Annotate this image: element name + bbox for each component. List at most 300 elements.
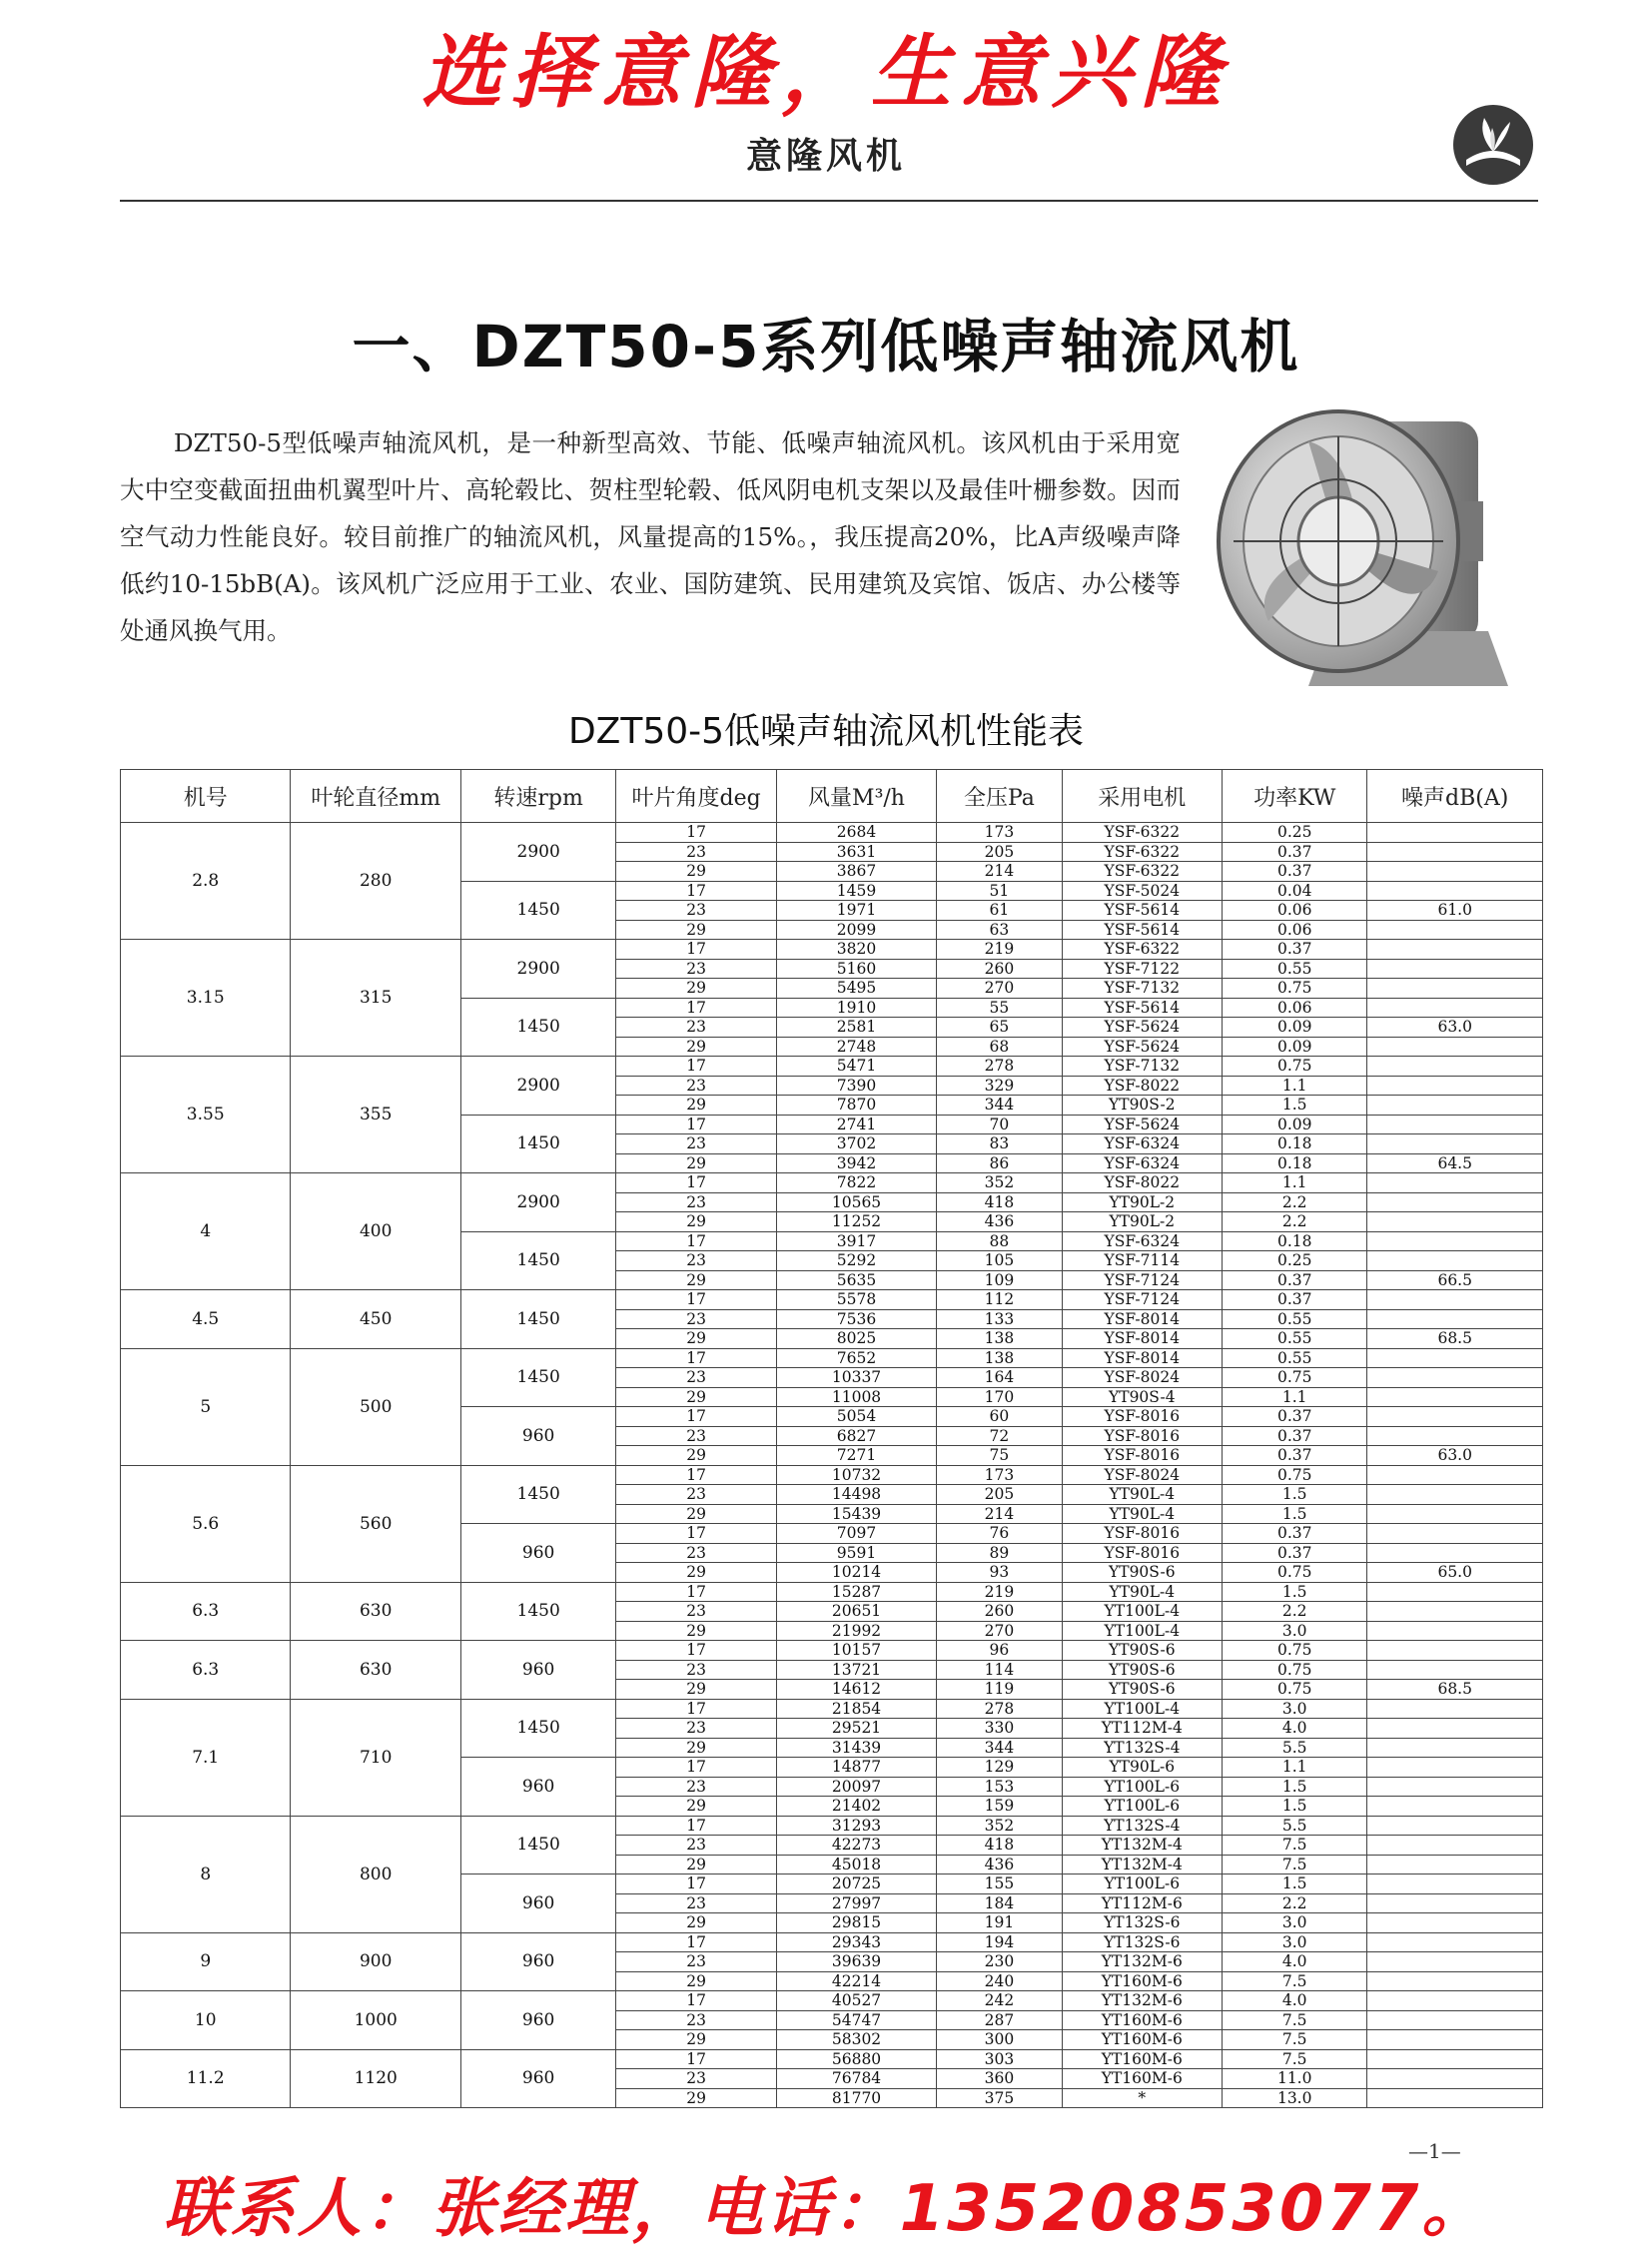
blade-angle-cell: 29 [616,1680,776,1700]
power-cell: 0.06 [1223,998,1367,1018]
power-cell: 3.0 [1223,1913,1367,1933]
power-cell: 0.06 [1223,901,1367,921]
total-pressure-cell: 153 [937,1777,1062,1797]
air-volume-cell: 5471 [776,1057,936,1077]
motor-cell: YSF-7132 [1062,1057,1222,1077]
motor-cell: YSF-6324 [1062,1134,1222,1154]
noise-cell [1367,1758,1543,1778]
total-pressure-cell: 63 [937,920,1062,940]
power-cell: 1.5 [1223,1485,1367,1505]
air-volume-cell: 21402 [776,1797,936,1817]
speed-cell: 960 [460,1524,615,1583]
air-volume-cell: 3820 [776,940,936,960]
power-cell: 7.5 [1223,2049,1367,2069]
power-cell: 13.0 [1223,2088,1367,2108]
total-pressure-cell: 242 [937,1991,1062,2011]
motor-cell: YSF-8016 [1062,1407,1222,1427]
air-volume-cell: 5578 [776,1290,936,1310]
total-pressure-cell: 155 [937,1874,1062,1894]
motor-cell: YT160M-6 [1062,2069,1222,2089]
blade-angle-cell: 23 [616,1952,776,1972]
blade-angle-cell: 29 [616,1037,776,1057]
blade-angle-cell: 23 [616,842,776,862]
air-volume-cell: 31439 [776,1738,936,1758]
column-header: 全压Pa [937,770,1062,823]
model-number-cell: 8 [121,1816,291,1932]
air-volume-cell: 5160 [776,959,936,979]
power-cell: 5.5 [1223,1738,1367,1758]
noise-cell [1367,1290,1543,1310]
motor-cell: YSF-6322 [1062,940,1222,960]
air-volume-cell: 2099 [776,920,936,940]
total-pressure-cell: 89 [937,1543,1062,1563]
power-cell: 4.0 [1223,1719,1367,1739]
motor-cell: YT90L-6 [1062,1758,1222,1778]
power-cell: 0.75 [1223,1680,1367,1700]
column-header: 叶轮直径mm [291,770,460,823]
total-pressure-cell: 119 [937,1680,1062,1700]
blade-angle-cell: 17 [616,1932,776,1952]
power-cell: 3.0 [1223,1932,1367,1952]
power-cell: 0.09 [1223,1115,1367,1134]
noise-cell [1367,1212,1543,1232]
noise-cell [1367,1368,1543,1388]
speed-cell: 2900 [460,1057,615,1116]
noise-cell [1367,1057,1543,1077]
total-pressure-cell: 112 [937,1290,1062,1310]
air-volume-cell: 14877 [776,1758,936,1778]
blade-angle-cell: 29 [616,1387,776,1407]
total-pressure-cell: 164 [937,1368,1062,1388]
noise-cell [1367,881,1543,901]
power-cell: 0.06 [1223,920,1367,940]
power-cell: 0.18 [1223,1153,1367,1173]
speed-cell: 2900 [460,823,615,882]
table-row [121,940,1543,960]
blade-angle-cell: 29 [616,2088,776,2108]
air-volume-cell: 15439 [776,1504,936,1524]
speed-cell: 960 [460,1407,615,1466]
power-cell: 0.75 [1223,979,1367,999]
air-volume-cell: 81770 [776,2088,936,2108]
table-row [121,823,1543,843]
air-volume-cell: 5635 [776,1270,936,1290]
blade-angle-cell: 23 [616,1134,776,1154]
noise-cell [1367,2010,1543,2030]
model-number-cell: 11.2 [121,2049,291,2108]
air-volume-cell: 5054 [776,1407,936,1427]
total-pressure-cell: 109 [937,1270,1062,1290]
blade-angle-cell: 29 [616,1971,776,1991]
noise-cell [1367,1816,1543,1836]
intro-paragraph: DZT50-5型低噪声轴流风机，是一种新型高效、节能、低噪声轴流风机。该风机由于采用宽大中空变截面扭曲机翼型叶片、高轮毂比、贺柱型轮毂、低风阴电机支架以及最佳叶栅参数。因而空气动力性能良好。较目前推广的轴流风机，风量提高的15%。，我压提高20%，比A声级噪声降低约10-15bB(A)。该风机广泛应用于工业、农业、国防建筑、民用建筑及宾馆、饭店、办公楼等处通风换气用。 [120,428,1181,645]
noise-cell: 64.5 [1367,1153,1543,1173]
total-pressure-cell: 219 [937,1582,1062,1602]
motor-cell: YT132M-6 [1062,1952,1222,1972]
blade-angle-cell: 29 [616,1621,776,1641]
air-volume-cell: 7390 [776,1076,936,1096]
motor-cell: YSF-5624 [1062,1018,1222,1038]
air-volume-cell: 3942 [776,1153,936,1173]
total-pressure-cell: 133 [937,1309,1062,1329]
total-pressure-cell: 214 [937,862,1062,882]
noise-cell [1367,1836,1543,1856]
total-pressure-cell: 418 [937,1192,1062,1212]
air-volume-cell: 3702 [776,1134,936,1154]
total-pressure-cell: 329 [937,1076,1062,1096]
contact-slogan: 联系人：张经理，电话：13520853077。 [163,2172,1489,2246]
power-cell: 0.75 [1223,1368,1367,1388]
air-volume-cell: 40527 [776,1991,936,2011]
blade-angle-cell: 17 [616,1524,776,1544]
blade-angle-cell: 17 [616,1348,776,1368]
total-pressure-cell: 418 [937,1836,1062,1856]
total-pressure-cell: 68 [937,1037,1062,1057]
noise-cell [1367,1932,1543,1952]
total-pressure-cell: 436 [937,1855,1062,1874]
noise-cell [1367,1134,1543,1154]
noise-cell: 66.5 [1367,1270,1543,1290]
total-pressure-cell: 214 [937,1504,1062,1524]
motor-cell: YSF-6322 [1062,862,1222,882]
blade-angle-cell: 29 [616,1329,776,1349]
noise-cell [1367,823,1543,843]
motor-cell: YSF-6322 [1062,842,1222,862]
total-pressure-cell: 138 [937,1348,1062,1368]
brand-logo-icon [1448,100,1538,190]
motor-cell: YSF-7132 [1062,979,1222,999]
table-row [121,1348,1543,1368]
motor-cell: YT132M-4 [1062,1836,1222,1856]
power-cell: 0.37 [1223,842,1367,862]
model-number-cell: 7.1 [121,1699,291,1816]
blade-angle-cell: 29 [616,1797,776,1817]
power-cell: 0.75 [1223,1563,1367,1583]
blade-angle-cell: 29 [616,920,776,940]
motor-cell: YT90L-2 [1062,1212,1222,1232]
table-row [121,1932,1543,1952]
total-pressure-cell: 360 [937,2069,1062,2089]
blade-angle-cell: 23 [616,1368,776,1388]
model-number-cell: 5 [121,1348,291,1465]
power-cell: 7.5 [1223,1855,1367,1874]
speed-cell: 960 [460,1932,615,1991]
noise-cell [1367,1543,1543,1563]
noise-cell [1367,1699,1543,1719]
power-cell: 1.1 [1223,1173,1367,1193]
air-volume-cell: 13721 [776,1660,936,1680]
motor-cell: YSF-6322 [1062,823,1222,843]
blade-angle-cell: 29 [616,1738,776,1758]
performance-table [120,769,1543,2108]
total-pressure-cell: 83 [937,1134,1062,1154]
air-volume-cell: 7652 [776,1348,936,1368]
total-pressure-cell: 270 [937,979,1062,999]
noise-cell: 65.0 [1367,1563,1543,1583]
table-row [121,1465,1543,1485]
blade-angle-cell: 29 [616,1913,776,1933]
blade-angle-cell: 23 [616,1719,776,1739]
blade-angle-cell: 17 [616,1057,776,1077]
column-header: 风量M³/h [776,770,936,823]
blade-angle-cell: 17 [616,998,776,1018]
noise-cell [1367,842,1543,862]
blade-angle-cell: 23 [616,1836,776,1856]
blade-angle-cell: 17 [616,1874,776,1894]
blade-angle-cell: 17 [616,881,776,901]
power-cell: 1.5 [1223,1504,1367,1524]
impeller-diameter-cell: 355 [291,1057,460,1173]
blade-angle-cell: 29 [616,2030,776,2050]
motor-cell: YT90S-6 [1062,1660,1222,1680]
total-pressure-cell: 75 [937,1446,1062,1466]
blade-angle-cell: 29 [616,1212,776,1232]
speed-cell: 1450 [460,998,615,1057]
blade-angle-cell: 29 [616,979,776,999]
noise-cell [1367,1465,1543,1485]
power-cell: 2.2 [1223,1602,1367,1622]
motor-cell: YSF-5614 [1062,998,1222,1018]
air-volume-cell: 1910 [776,998,936,1018]
noise-cell [1367,959,1543,979]
motor-cell: YSF-5624 [1062,1037,1222,1057]
impeller-diameter-cell: 630 [291,1641,460,1700]
air-volume-cell: 54747 [776,2010,936,2030]
motor-cell: YT100L-4 [1062,1699,1222,1719]
air-volume-cell: 6827 [776,1426,936,1446]
air-volume-cell: 5292 [776,1251,936,1271]
column-header: 功率KW [1223,770,1367,823]
blade-angle-cell: 17 [616,1115,776,1134]
air-volume-cell: 20725 [776,1874,936,1894]
axial-fan-image [1209,391,1538,691]
motor-cell: YT160M-6 [1062,1971,1222,1991]
power-cell: 4.0 [1223,1952,1367,1972]
noise-cell [1367,1407,1543,1427]
air-volume-cell: 9591 [776,1543,936,1563]
power-cell: 4.0 [1223,1991,1367,2011]
power-cell: 1.1 [1223,1387,1367,1407]
air-volume-cell: 11008 [776,1387,936,1407]
air-volume-cell: 21854 [776,1699,936,1719]
power-cell: 0.09 [1223,1037,1367,1057]
power-cell: 7.5 [1223,2010,1367,2030]
power-cell: 0.37 [1223,1446,1367,1466]
noise-cell [1367,998,1543,1018]
total-pressure-cell: 375 [937,2088,1062,2108]
noise-cell [1367,1348,1543,1368]
impeller-diameter-cell: 280 [291,823,460,940]
air-volume-cell: 29521 [776,1719,936,1739]
motor-cell: YSF-7124 [1062,1290,1222,1310]
motor-cell: YSF-8022 [1062,1076,1222,1096]
power-cell: 5.5 [1223,1816,1367,1836]
blade-angle-cell: 23 [616,1543,776,1563]
blade-angle-cell: 29 [616,1446,776,1466]
speed-cell: 2900 [460,1173,615,1232]
noise-cell [1367,1076,1543,1096]
air-volume-cell: 7870 [776,1096,936,1116]
power-cell: 2.2 [1223,1192,1367,1212]
air-volume-cell: 42214 [776,1971,936,1991]
noise-cell [1367,940,1543,960]
blade-angle-cell: 29 [616,862,776,882]
impeller-diameter-cell: 450 [291,1290,460,1349]
impeller-diameter-cell: 1000 [291,1991,460,2050]
noise-cell [1367,1426,1543,1446]
motor-cell: YSF-7114 [1062,1251,1222,1271]
total-pressure-cell: 86 [937,1153,1062,1173]
speed-cell: 960 [460,1991,615,2050]
total-pressure-cell: 436 [937,1212,1062,1232]
column-header: 噪声dB(A) [1367,770,1543,823]
blade-angle-cell: 29 [616,1563,776,1583]
blade-angle-cell: 17 [616,1465,776,1485]
noise-cell [1367,2030,1543,2050]
motor-cell: YT90S-4 [1062,1387,1222,1407]
blade-angle-cell: 17 [616,1816,776,1836]
speed-cell: 1450 [460,1115,615,1173]
total-pressure-cell: 93 [937,1563,1062,1583]
air-volume-cell: 7097 [776,1524,936,1544]
total-pressure-cell: 344 [937,1096,1062,1116]
motor-cell: * [1062,2088,1222,2108]
noise-cell [1367,1874,1543,1894]
model-number-cell: 6.3 [121,1641,291,1700]
total-pressure-cell: 65 [937,1018,1062,1038]
total-pressure-cell: 344 [937,1738,1062,1758]
noise-cell: 63.0 [1367,1446,1543,1466]
motor-cell: YT100L-6 [1062,1797,1222,1817]
air-volume-cell: 10157 [776,1641,936,1661]
air-volume-cell: 10732 [776,1465,936,1485]
speed-cell: 1450 [460,1465,615,1524]
motor-cell: YSF-5624 [1062,1115,1222,1134]
blade-angle-cell: 17 [616,1231,776,1251]
total-pressure-cell: 72 [937,1426,1062,1446]
page-title: 一、DZT50-5系列低噪声轴流风机 [352,313,1300,380]
table-row [121,1816,1543,1836]
total-pressure-cell: 352 [937,1816,1062,1836]
blade-angle-cell: 23 [616,1893,776,1913]
power-cell: 0.75 [1223,1465,1367,1485]
noise-cell [1367,1504,1543,1524]
noise-cell [1367,1309,1543,1329]
noise-cell [1367,1797,1543,1817]
power-cell: 0.25 [1223,1251,1367,1271]
motor-cell: YSF-8022 [1062,1173,1222,1193]
blade-angle-cell: 17 [616,1173,776,1193]
power-cell: 0.25 [1223,823,1367,843]
power-cell: 1.5 [1223,1582,1367,1602]
motor-cell: YSF-8016 [1062,1426,1222,1446]
noise-cell [1367,1231,1543,1251]
table-row [121,1173,1543,1193]
noise-cell [1367,2069,1543,2089]
blade-angle-cell: 23 [616,1602,776,1622]
noise-cell [1367,1096,1543,1116]
motor-cell: YT100L-4 [1062,1621,1222,1641]
motor-cell: YSF-8016 [1062,1543,1222,1563]
impeller-diameter-cell: 400 [291,1173,460,1290]
total-pressure-cell: 278 [937,1699,1062,1719]
motor-cell: YSF-8024 [1062,1465,1222,1485]
blade-angle-cell: 23 [616,1309,776,1329]
noise-cell [1367,979,1543,999]
motor-cell: YSF-8016 [1062,1524,1222,1544]
air-volume-cell: 39639 [776,1952,936,1972]
model-number-cell: 5.6 [121,1465,291,1582]
total-pressure-cell: 194 [937,1932,1062,1952]
motor-cell: YT160M-6 [1062,2030,1222,2050]
air-volume-cell: 2684 [776,823,936,843]
motor-cell: YT132M-6 [1062,1991,1222,2011]
power-cell: 0.18 [1223,1134,1367,1154]
speed-cell: 960 [460,1874,615,1933]
blade-angle-cell: 23 [616,1251,776,1271]
table-row [121,1582,1543,1602]
air-volume-cell: 11252 [776,1212,936,1232]
power-cell: 0.55 [1223,1348,1367,1368]
model-number-cell: 3.55 [121,1057,291,1173]
power-cell: 0.18 [1223,1231,1367,1251]
power-cell: 0.37 [1223,862,1367,882]
power-cell: 0.37 [1223,940,1367,960]
total-pressure-cell: 205 [937,842,1062,862]
motor-cell: YT90L-2 [1062,1192,1222,1212]
total-pressure-cell: 330 [937,1719,1062,1739]
power-cell: 3.0 [1223,1621,1367,1641]
motor-cell: YT160M-6 [1062,2010,1222,2030]
power-cell: 7.5 [1223,1971,1367,1991]
air-volume-cell: 20651 [776,1602,936,1622]
speed-cell: 1450 [460,1290,615,1349]
blade-angle-cell: 23 [616,1660,776,1680]
total-pressure-cell: 191 [937,1913,1062,1933]
blade-angle-cell: 17 [616,940,776,960]
motor-cell: YSF-8016 [1062,1446,1222,1466]
air-volume-cell: 42273 [776,1836,936,1856]
power-cell: 0.75 [1223,1057,1367,1077]
blade-angle-cell: 23 [616,2069,776,2089]
motor-cell: YT90L-4 [1062,1582,1222,1602]
noise-cell [1367,1777,1543,1797]
power-cell: 2.2 [1223,1893,1367,1913]
motor-cell: YT112M-6 [1062,1893,1222,1913]
impeller-diameter-cell: 800 [291,1816,460,1932]
blade-angle-cell: 29 [616,1153,776,1173]
table-body [121,823,1543,2108]
total-pressure-cell: 184 [937,1893,1062,1913]
table-title: DZT50-5低噪声轴流风机性能表 [567,711,1085,752]
noise-cell [1367,1738,1543,1758]
blade-angle-cell: 23 [616,1777,776,1797]
total-pressure-cell: 278 [937,1057,1062,1077]
power-cell: 11.0 [1223,2069,1367,2089]
noise-cell [1367,1855,1543,1874]
motor-cell: YT100L-6 [1062,1777,1222,1797]
motor-cell: YT132S-4 [1062,1738,1222,1758]
model-number-cell: 3.15 [121,940,291,1057]
blade-angle-cell: 17 [616,1582,776,1602]
noise-cell [1367,1893,1543,1913]
motor-cell: YSF-5024 [1062,881,1222,901]
air-volume-cell: 58302 [776,2030,936,2050]
table-row [121,1991,1543,2011]
noise-cell [1367,1582,1543,1602]
blade-angle-cell: 17 [616,2049,776,2069]
power-cell: 1.1 [1223,1076,1367,1096]
